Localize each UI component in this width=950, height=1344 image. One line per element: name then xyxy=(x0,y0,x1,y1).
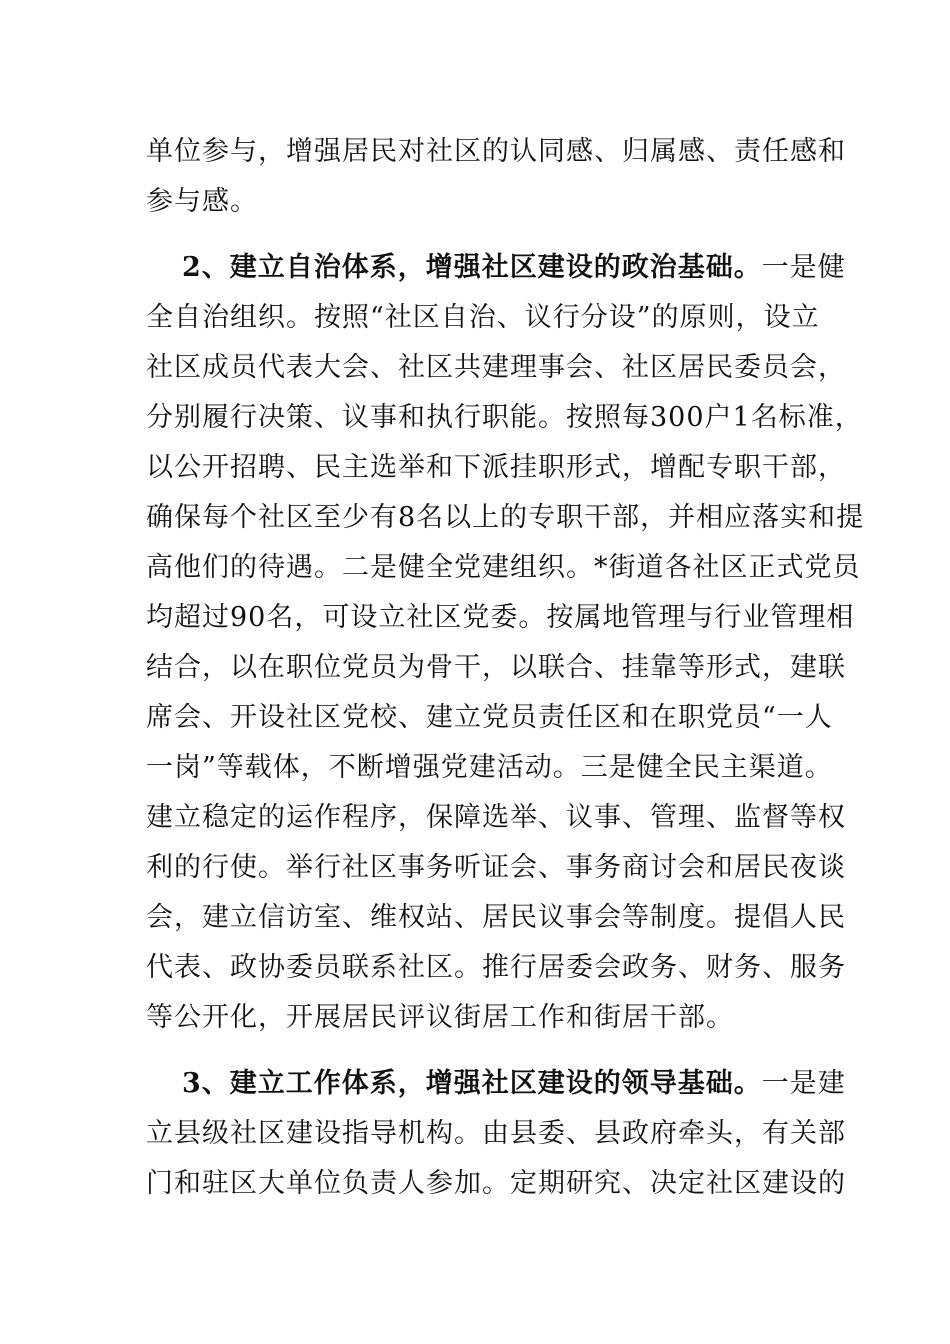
para2-line: 高他们的待遇。二是健全党建组织。*街道各社区正式党员 xyxy=(146,552,861,583)
para3-heading: 3、建立工作体系，增强社区建设的领导基础。 xyxy=(182,1068,762,1099)
para2-first-line-rest: 一是健 xyxy=(761,252,846,283)
para2-line: 以公开招聘、民主选举和下派挂职形式，增配专职干部， xyxy=(146,452,846,483)
para2-line: 均超过90名，可设立社区党委。按属地管理与行业管理相 xyxy=(146,602,855,633)
para2-line: 席会、开设社区党校、建立党员责任区和在职党员“一人 xyxy=(146,702,833,733)
para3-first-line xyxy=(182,1064,846,1104)
para2-heading: 2、建立自治体系，增强社区建设的政治基础。 xyxy=(182,252,762,283)
para2-line: 代表、政协委员联系社区。推行居委会政务、财务、服务 xyxy=(146,952,846,983)
para2-line: 利的行使。举行社区事务听证会、事务商讨会和居民夜谈 xyxy=(146,852,846,883)
para2-first-line xyxy=(182,248,846,288)
para2-line: 社区成员代表大会、社区共建理事会、社区居民委员会， xyxy=(146,352,846,383)
para3-line: 立县级社区建设指导机构。由县委、县政府牵头，有关部 xyxy=(146,1118,846,1149)
para2-line: 建立稳定的运作程序，保障选举、议事、管理、监督等权 xyxy=(146,802,846,833)
para2-line: 一岗”等载体，不断增强党建活动。三是健全民主渠道。 xyxy=(146,752,833,783)
para2-line: 全自治组织。按照“社区自治、议行分设”的原则，设立 xyxy=(146,302,820,333)
para2-line: 确保每个社区至少有8名以上的专职干部，并相应落实和提 xyxy=(146,502,865,533)
para3-first-line-rest: 一是建 xyxy=(761,1068,846,1099)
para2-line: 分别履行决策、议事和执行职能。按照每300户1名标准， xyxy=(146,402,863,433)
para2-line-last: 等公开化，开展居民评议街居工作和街居干部。 xyxy=(146,1002,734,1033)
para2-line: 结合，以在职位党员为骨干，以联合、挂靠等形式，建联 xyxy=(146,652,846,683)
para1-line-1: 单位参与，增强居民对社区的认同感、归属感、责任感和 xyxy=(146,136,846,167)
para1-line-2: 参与感。 xyxy=(146,186,258,217)
para2-line: 会，建立信访室、维权站、居民议事会等制度。提倡人民 xyxy=(146,902,846,933)
para3-line: 门和驻区大单位负责人参加。定期研究、决定社区建设的 xyxy=(146,1168,846,1199)
